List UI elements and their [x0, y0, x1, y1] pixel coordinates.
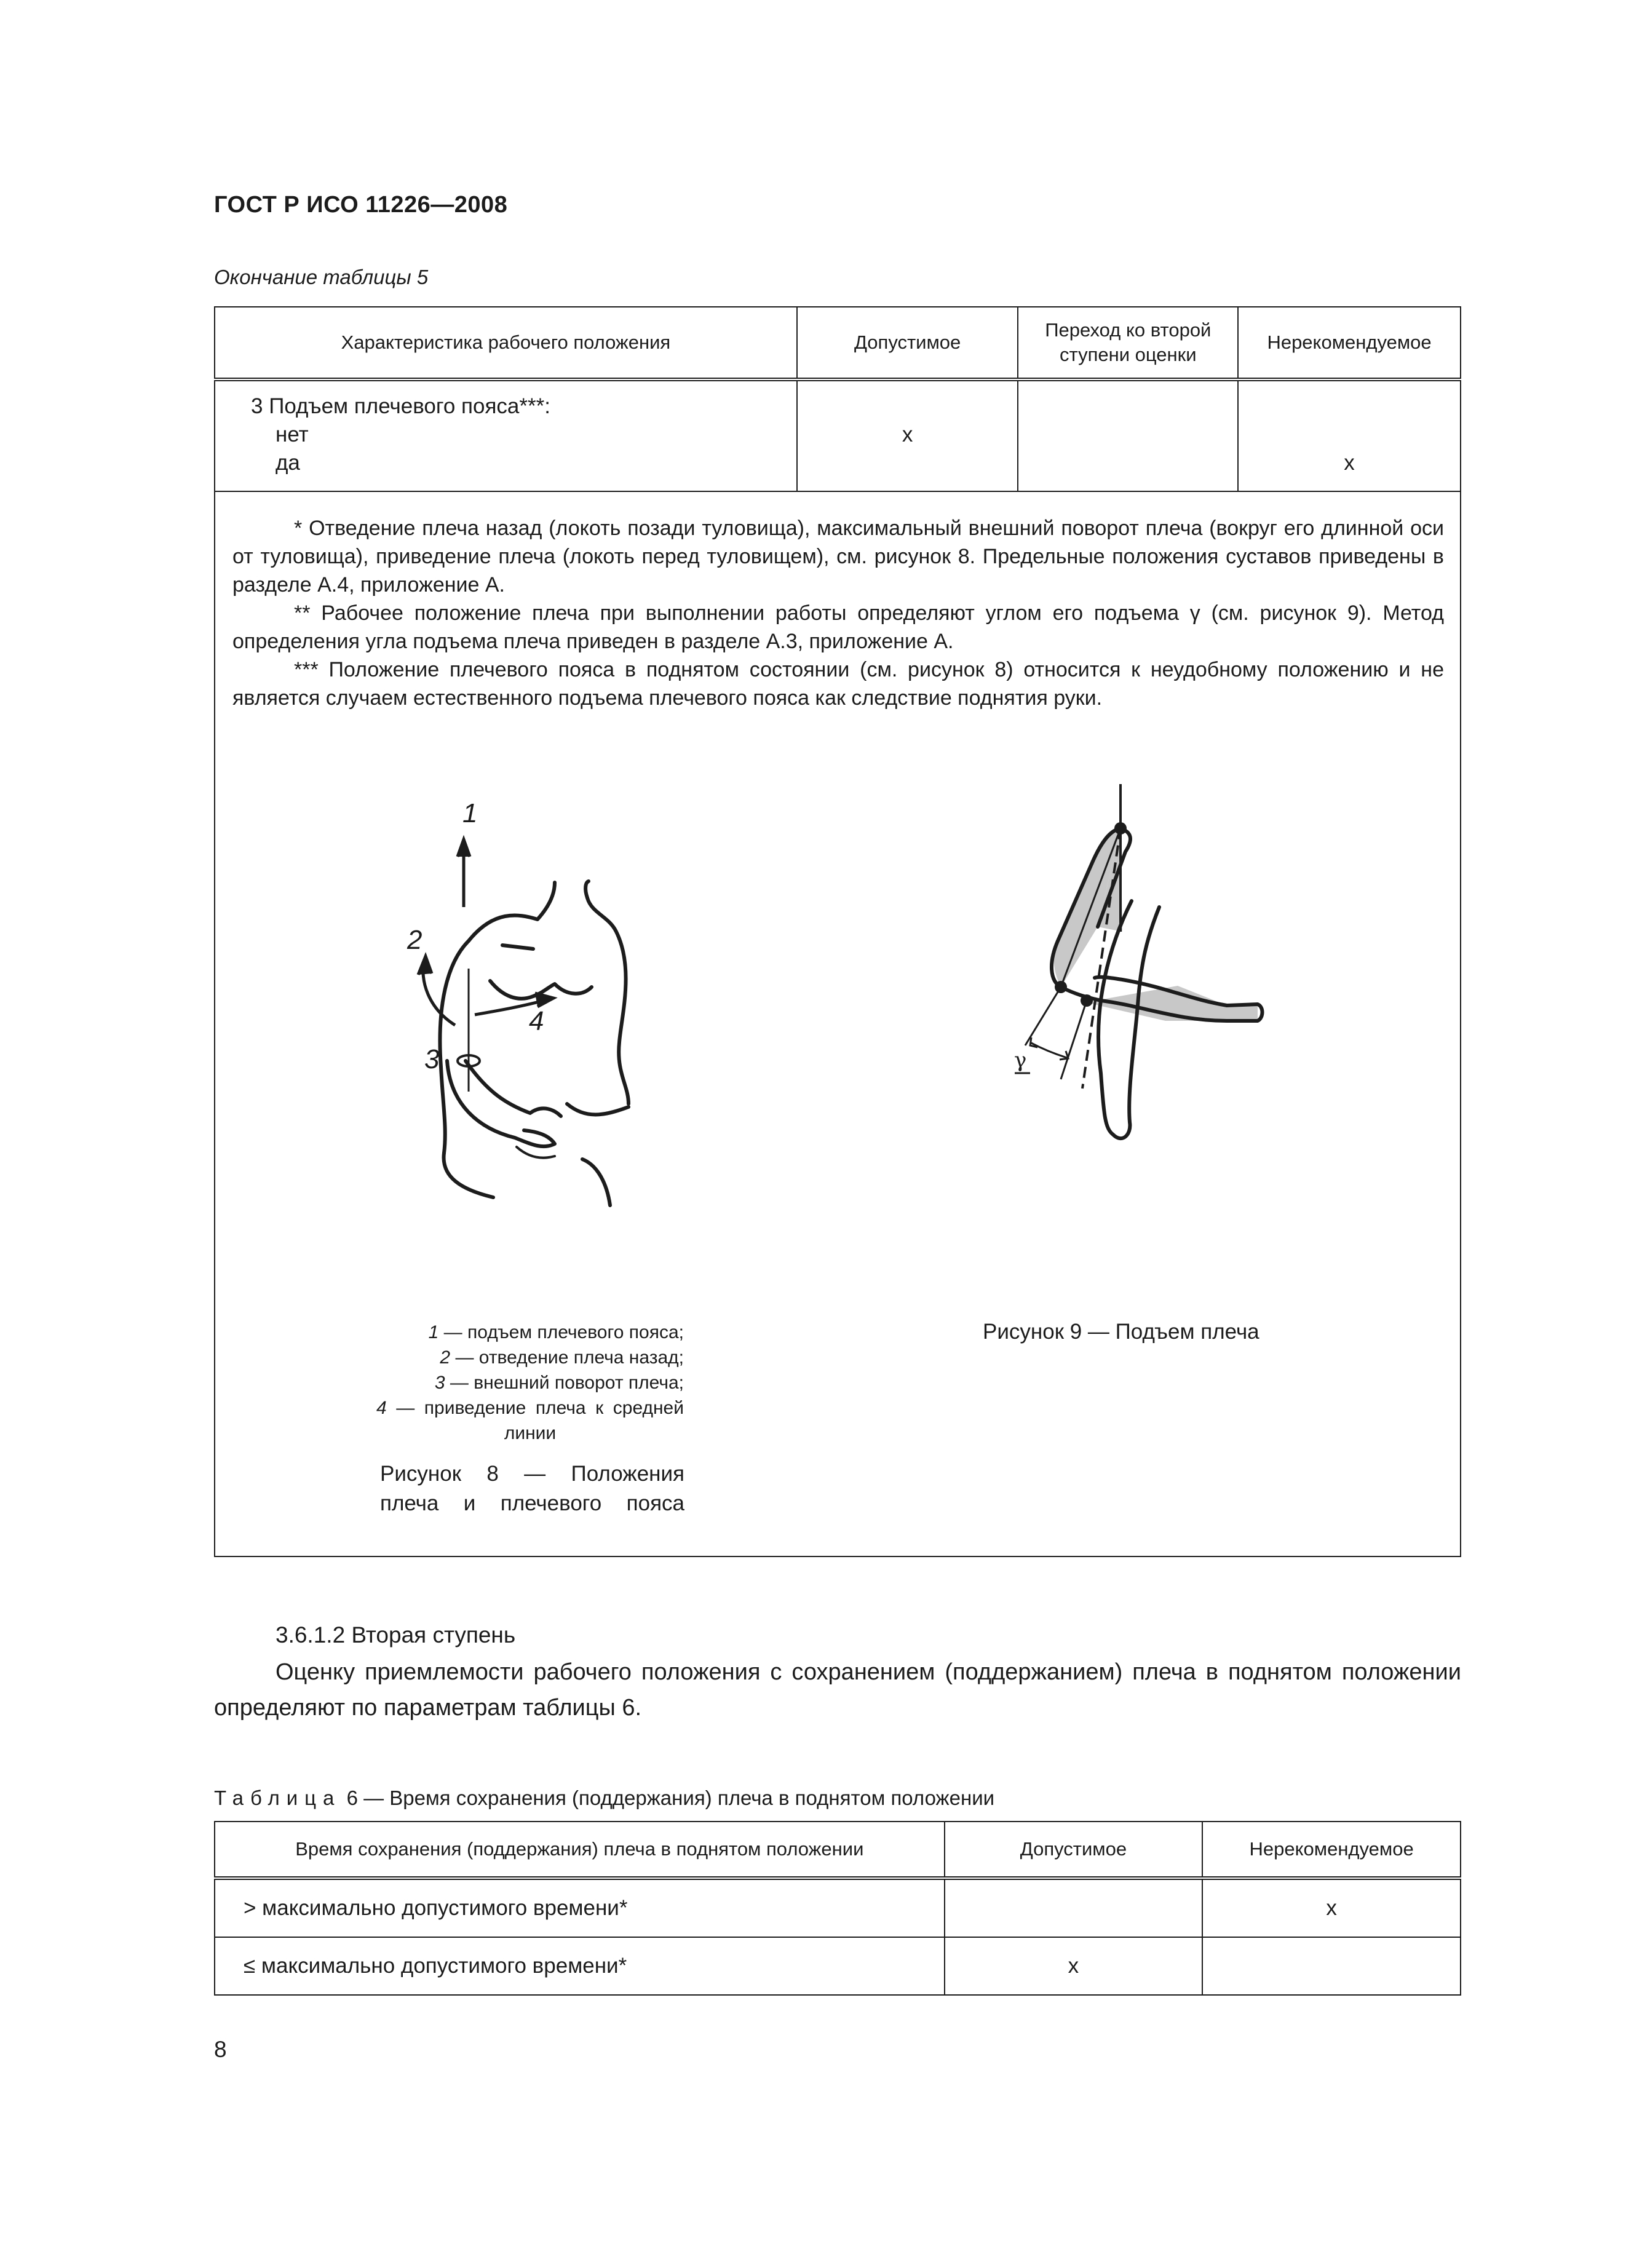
- figure9-caption: Рисунок 9 — Подъем плеча: [983, 1320, 1259, 1344]
- figure8-legend: [376, 1320, 684, 1446]
- table5-row-label: 3 Подъем плечевого пояса***:: [251, 394, 550, 418]
- table5-mark-yes-notrec: x: [1344, 451, 1355, 475]
- marker-3: 3: [424, 1044, 440, 1074]
- elbow-joint-point: [1055, 981, 1067, 993]
- waist-contour: [567, 1104, 629, 1115]
- legend-text: — внешний поворот плеча;: [450, 1373, 684, 1393]
- table5-notes-figures-cell: [215, 491, 1461, 1556]
- table5-not-recommended-cell: [1238, 379, 1461, 491]
- trunk-point: [1081, 994, 1093, 1007]
- table5-header-characteristic: Характеристика рабочего положения: [215, 307, 797, 379]
- table5-option-no: нет: [276, 422, 309, 446]
- legend-text: — подъем плечевого пояса;: [443, 1322, 684, 1342]
- arrow-4-head: [535, 993, 553, 1007]
- table5-mark-no-permissible: x: [902, 422, 913, 446]
- section-heading: 3.6.1.2 Вторая ступень: [276, 1622, 516, 1647]
- figure-8-torso-drawing: [370, 784, 693, 1215]
- footnote-2: ** Рабочее положение плеча при выполнении работы определяют углом его подъема γ (см. рисунок 9). Метод определения угла подъема плеча приведен в разделе А.3, приложение А.: [232, 601, 1444, 653]
- legend-item-2: [376, 1345, 684, 1370]
- table6-row2-not-recommended: [1202, 1937, 1461, 1995]
- table6-caption: [214, 1786, 994, 1810]
- torso-contour: [1098, 901, 1159, 1138]
- table-row: [215, 1878, 1461, 1937]
- angle-arc: [1030, 1042, 1067, 1058]
- legend-num: 4: [376, 1398, 387, 1418]
- table5-row-label-cell: [215, 379, 797, 491]
- hip-right-contour: [582, 1159, 610, 1205]
- forearm-upper-contour: [466, 1061, 561, 1116]
- legend-num: 2: [440, 1347, 451, 1368]
- paragraph-text: Оценку приемлемости рабочего положения с сохранением (поддержанием) плеча в поднятом положении определяют по параметрам таблицы 6.: [214, 1659, 1461, 1721]
- table5-mark-no-notrec: [1239, 421, 1459, 449]
- table5-mark-yes-second: [1019, 449, 1237, 477]
- angle-leg-2: [1061, 1001, 1087, 1079]
- table-row: [215, 379, 1461, 491]
- forearm-contour: [447, 1061, 555, 1146]
- marker-2: 2: [407, 925, 422, 955]
- clavicle-line: [502, 945, 533, 949]
- table-5: [214, 306, 1461, 1557]
- table5-option-yes: да: [276, 451, 300, 475]
- hip-left-contour: [444, 1153, 493, 1197]
- legend-text: — отведение плеча назад;: [455, 1347, 684, 1368]
- angle-gamma-label: γ: [1014, 1048, 1027, 1073]
- page-number: 8: [214, 2037, 227, 2062]
- table5-permissible-cell: [797, 379, 1018, 491]
- figure-9-arm-elevation-drawing: [969, 784, 1288, 1178]
- table5-header-permissible: Допустимое: [797, 307, 1018, 379]
- document-header: ГОСТ Р ИСО 11226—2008: [214, 192, 508, 218]
- table5-header-second-stage: Переход ко второй ступени оценки: [1018, 307, 1238, 379]
- footnote-3: *** Положение плечевого пояса в поднятом состоянии (см. рисунок 8) относится к неудобному положению и не является случаем естественного подъема плечевого пояса как следствие поднятия руки.: [232, 658, 1444, 710]
- angle-leg-1: [1025, 987, 1061, 1045]
- table-row: [215, 1937, 1461, 1995]
- figure8-caption: Рисунок 8 — Положения плеча и плечевого пояса: [380, 1462, 684, 1515]
- table6-row2-label: ≤ максимально допустимого времени*: [215, 1937, 945, 1995]
- legend-item-1: [376, 1320, 684, 1345]
- torso-left-contour: [440, 941, 469, 1153]
- legend-item-4: [376, 1395, 684, 1446]
- table5-mark-yes-permissible: [798, 449, 1017, 477]
- table5-second-stage-cell: [1018, 379, 1238, 491]
- table6-row1-label: > максимально допустимого времени*: [215, 1878, 945, 1937]
- table6-header-time: Время сохранения (поддержания) плеча в поднятом положении: [215, 1822, 945, 1878]
- table6-header-permissible: Допустимое: [945, 1822, 1203, 1878]
- legend-text: — приведение плеча к средней линии: [396, 1398, 684, 1443]
- arrow-2-head: [418, 956, 432, 975]
- table6-row1-permissible: [945, 1878, 1203, 1937]
- shoulder-contour: [469, 882, 555, 941]
- table6-row2-permissible: x: [945, 1937, 1203, 1995]
- torso-right-contour: [587, 898, 629, 1104]
- table-continuation-label: Окончание таблицы 5: [214, 266, 429, 288]
- hand-contour: [517, 1147, 555, 1158]
- marker-4: 4: [529, 1006, 544, 1036]
- section-paragraph: [214, 1654, 1461, 1726]
- table6-header-not-recommended: Нерекомендуемое: [1202, 1822, 1461, 1878]
- table6-caption-text: 6 — Время сохранения (поддержания) плеча в поднятом положении: [346, 1786, 995, 1809]
- table5-header-not-recommended: Нерекомендуемое: [1238, 307, 1461, 379]
- table6-caption-label: Таблица: [214, 1786, 341, 1809]
- marker-1: 1: [462, 798, 478, 828]
- neck-contour: [585, 881, 589, 898]
- arrow-1-head: [458, 839, 470, 857]
- legend-num: 1: [428, 1322, 439, 1342]
- legend-num: 3: [434, 1373, 445, 1393]
- table5-footnotes: [232, 514, 1444, 712]
- table6-row1-not-recommended: x: [1202, 1878, 1461, 1937]
- legend-item-3: [376, 1370, 684, 1395]
- shoulder-joint-point: [1114, 822, 1127, 835]
- footnote-1: * Отведение плеча назад (локоть позади туловища), максимальный внешний поворот плеча (вокруг его длинной оси от туловища), приведение плеча (локоть перед туловищем), см. рисунок 8. Предельные положения суставов приведены в разделе А.4, приложение А.: [232, 517, 1444, 597]
- table-6: [214, 1821, 1461, 1996]
- table5-mark-no-second: [1019, 421, 1237, 449]
